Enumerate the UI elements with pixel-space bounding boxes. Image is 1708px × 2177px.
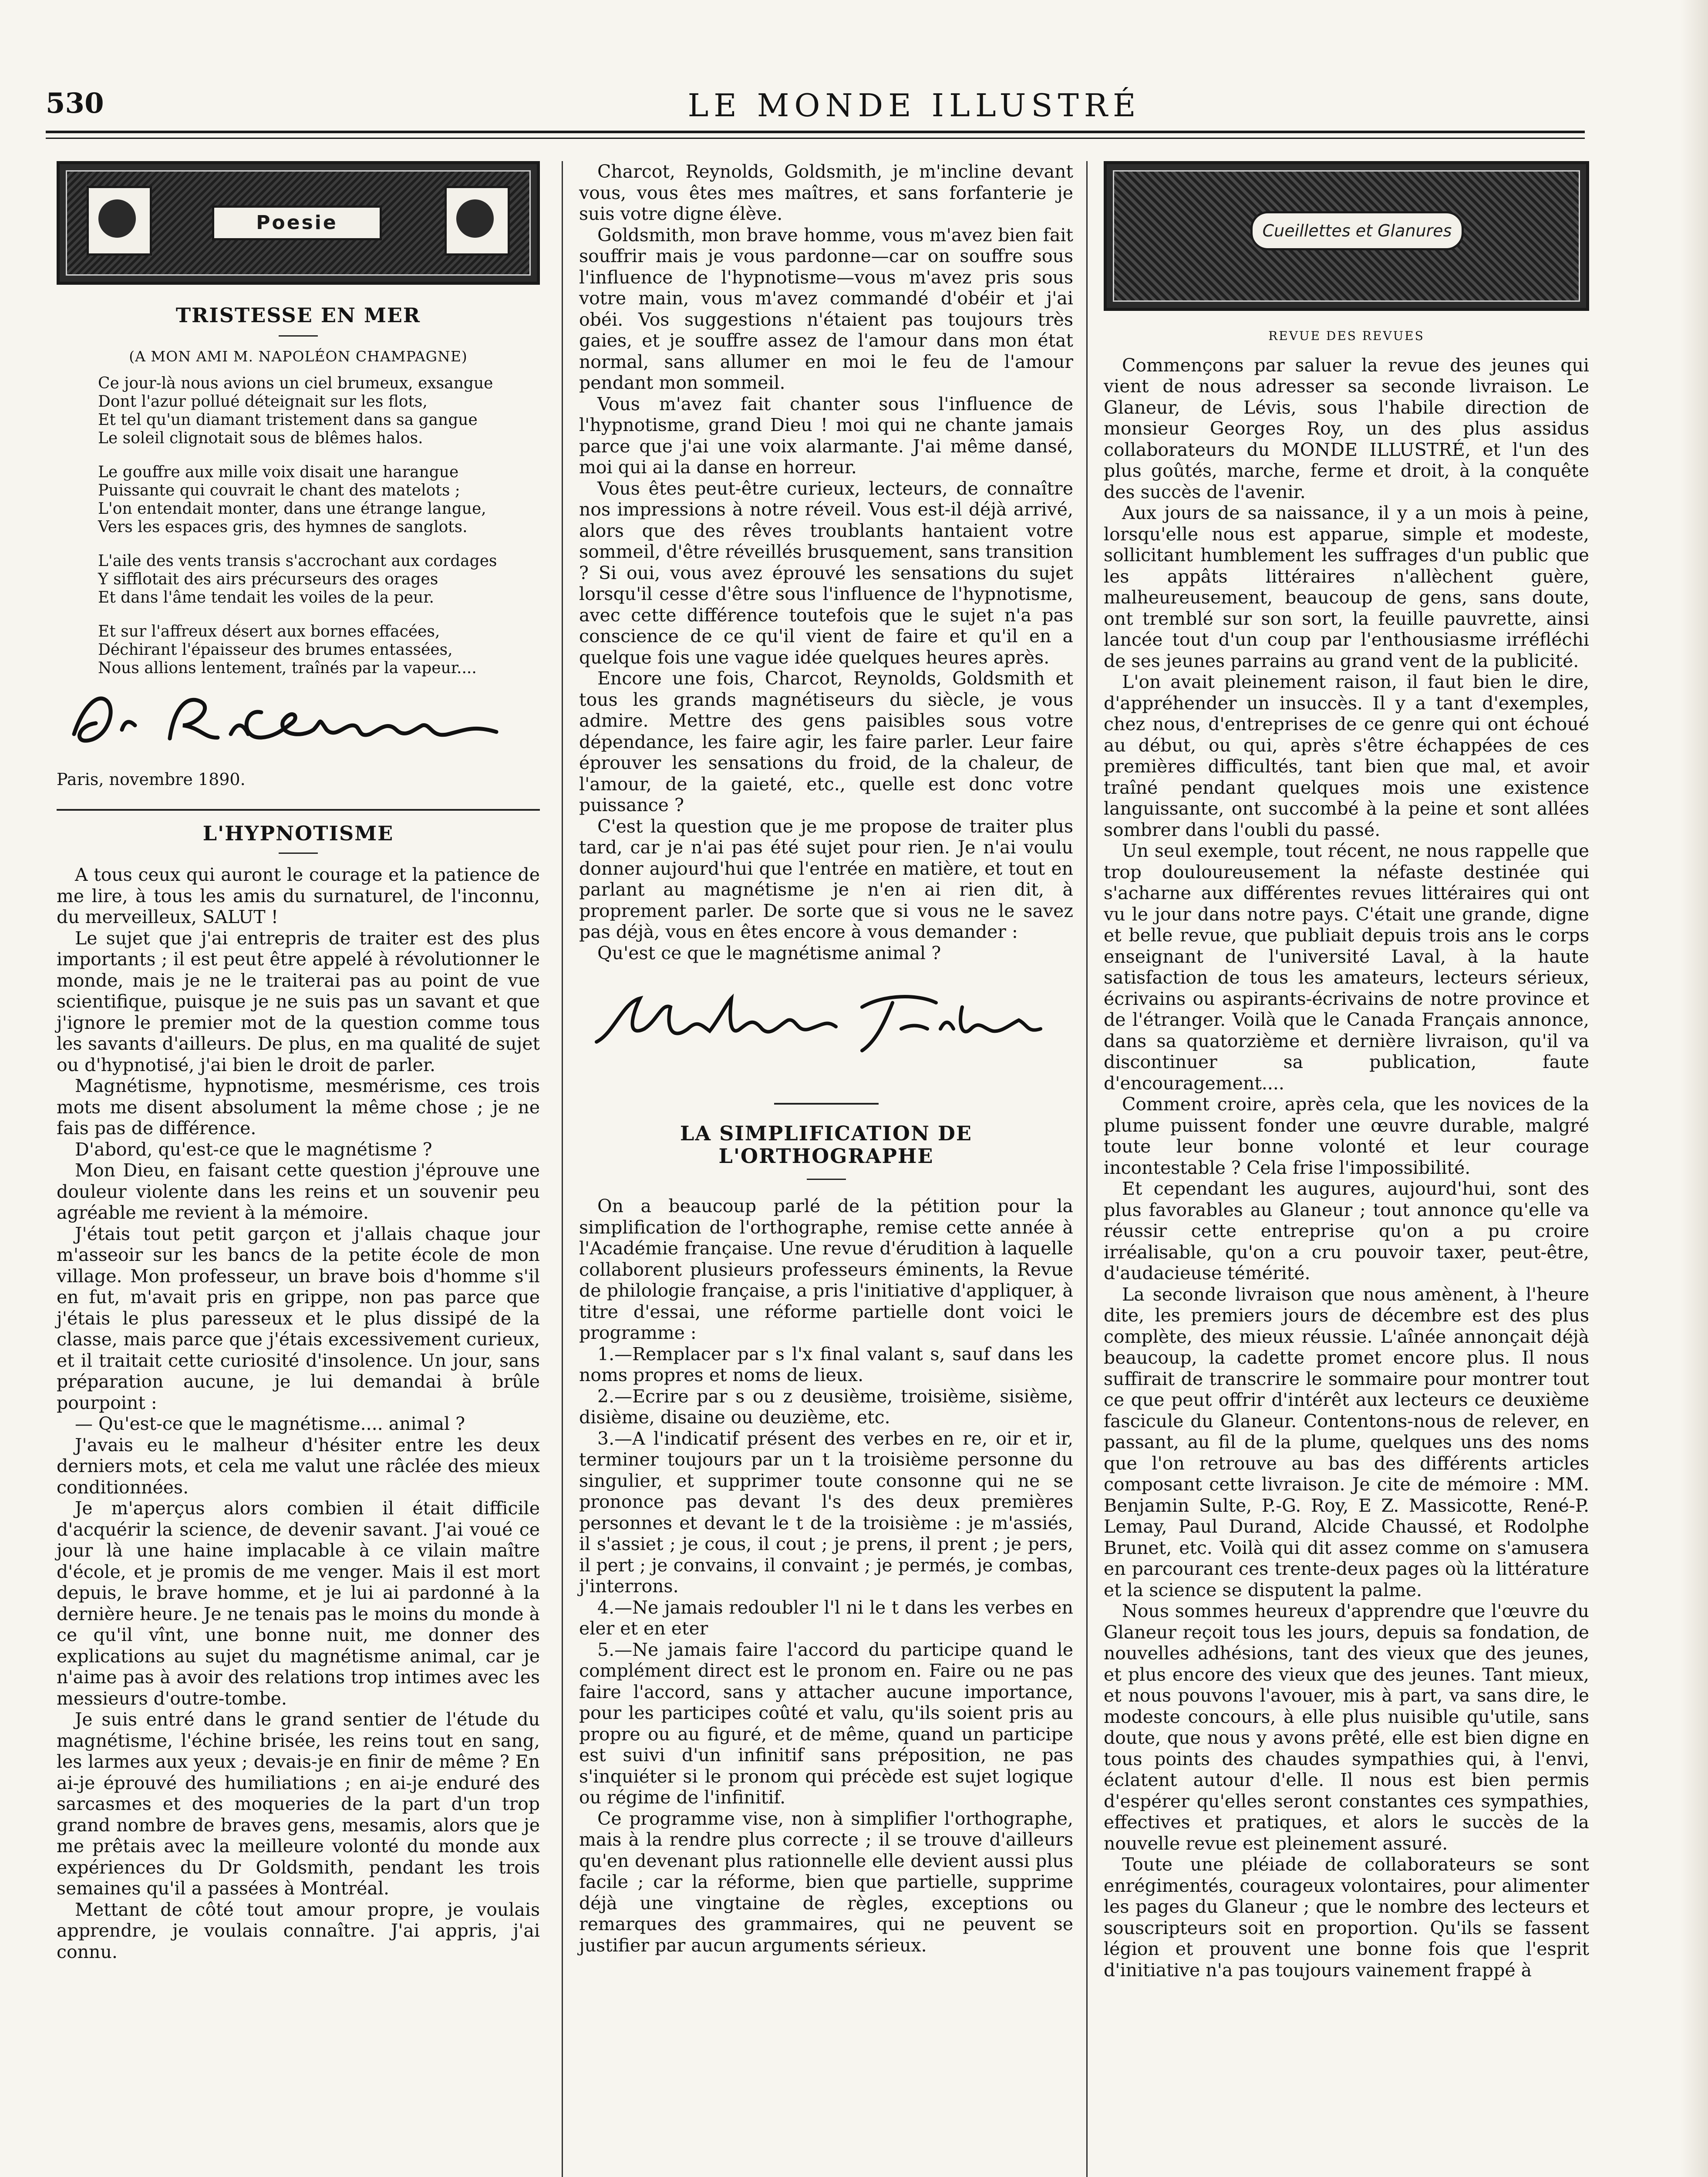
header-rule-bottom — [46, 138, 1585, 139]
signature-chevrier — [57, 682, 536, 756]
article-paragraph: Encore une fois, Charcot, Reynolds, Goldsmith et tous les grands magnétiseurs du siècle, je vous admire. Mettre des gens paisibles sous votre dépendance, les faire agir, les faire parler. Leur faire éprouver les sensations du froid, de la chaleur, de l'amour, de la gaieté, etc., quelle est donc votre puissance ? — [579, 668, 1073, 816]
verse-line: Et tel qu'un diamant tristement dans sa gangue — [98, 411, 478, 429]
section-title-hypnotisme: L'HYPNOTISME — [202, 822, 394, 845]
stanza — [98, 463, 540, 536]
article-paragraph: Mettant de côté tout amour propre, je voulais apprendre, je voulais connaître. J'ai appris, j'ai connu. — [57, 1899, 540, 1962]
reform-rules-list — [579, 1344, 1073, 1808]
reform-rule: 3.—A l'indicatif présent des verbes en re, oir et ir, terminer toujours par un t la troisième personne du singulier, et supprimer toute consonne qui ne se prononce pas devant l's des deux premières personnes et devant le t de la troisième : je m'assiés, il s'assiet ; je cous, il cout ; je prens, il prent ; je pers, il pert ; je convains, il convaint ; je permés, je combas, j'interrons. — [579, 1428, 1073, 1597]
reform-rule: 1.—Remplacer par s l'x final valant s, sauf dans les noms propres et noms de lieux. — [579, 1343, 1073, 1385]
page-number: 530 — [46, 87, 104, 120]
verse-line: Et sur l'affreux désert aux bornes effacées, — [98, 622, 440, 640]
article-paragraph: Magnétisme, hypnotisme, mesmérisme, ces trois mots me disent absolument la même chose ; je ne fais pas de différence. — [57, 1075, 540, 1139]
article-paragraph: L'on avait pleinement raison, il faut bien le dire, d'appréhender un insuccès. Il y a tant d'exemples, chez nous, d'entreprises de ce genre qui ont échoué au début, ou qui, après s'être échappées de ces premières difficultés, tant bien que mal, et avoir traîné pendant quelques mois une existence languissante, ont succombé à la peine et sont allées sombrer dans l'oubli du passé. — [1104, 671, 1589, 840]
article-paragraph: Comment croire, après cela, que les novices de la plume puissent fonder une œuvre durable, malgré toute leur bonne volonté et leur courage incontestable ? Cela frise l'impossibilité. — [1104, 1094, 1589, 1178]
verse-line: Déchirant l'épaisseur des brumes entassées, — [98, 640, 453, 659]
article-paragraph: Et cependant les augures, aujourd'hui, sont des plus favorables au Glaneur ; tout annonce qu'elle va réussir cette entreprise qu'on a pu croire irréalisable, qu'on a cru pouvoir taxer, peut-être, d'audacieuse témérité. — [1104, 1178, 1589, 1284]
cueillettes-banner — [1104, 161, 1589, 311]
masthead: LE MONDE ILLUSTRÉ — [687, 87, 1141, 124]
article-paragraph: Je suis entré dans le grand sentier de l'étude du magnétisme, l'échine brisée, les reins tout en sang, les larmes aux yeux ; devais-je en finir de même ? En ai-je éprouvé des humiliations ; en ai-je enduré des sarcasmes et des moqueries de la part d'un trop grand nombre de braves gens, mesamis, alors que je me prêtais avec la meilleure volonté du monde aux expériences du Dr Goldsmith, pendant les trois semaines qu'il a passées à Montréal. — [57, 1709, 540, 1899]
section-divider — [57, 809, 540, 811]
column-2 — [579, 161, 1073, 1956]
article-paragraph: A tous ceux qui auront le courage et la patience de me lire, à tous les amis du surnaturel, de l'inconnu, du merveilleux, SALUT ! — [57, 864, 540, 927]
article-paragraph: D'abord, qu'est-ce que le magnétisme ? — [75, 1139, 432, 1160]
column-separator — [1086, 161, 1088, 2177]
stanza — [98, 623, 540, 677]
verse-line: Vers les espaces gris, des hymnes de sanglots. — [98, 518, 468, 536]
reform-rule: 2.—Ecrire par s ou z deusième, troisième, sisième, disième, disaine ou deuzième, etc. — [579, 1385, 1073, 1428]
medallion-left-icon — [87, 186, 152, 256]
article-paragraph: Mon Dieu, en faisant cette question j'éprouve une douleur violente dans les reins et un souvenir peu agréable me revient à la mémoire. — [57, 1160, 540, 1223]
section-title-orthographe: LA SIMPLIFICATION DE L'ORTHOGRAPHE — [680, 1122, 972, 1168]
stanza — [98, 374, 540, 448]
divider — [807, 1179, 846, 1180]
poem-title: TRISTESSE EN MER — [175, 303, 421, 327]
header-rule-top — [46, 131, 1585, 133]
article-paragraph: Goldsmith, mon brave homme, vous m'avez bien fait souffrir mais je vous pardonne—car on souffre sous l'influence de l'hypnotisme—vous m'avez pris sous votre main, vous m'avez commandé d'obéir et j'ai obéi. Vos suggestions n'étaient pas toujours très gaies, et je souffre assez de l'amour dans mon état normal, sans allumer en moi le feu de l'amour pendant mon sommeil. — [579, 224, 1073, 393]
divider — [279, 335, 318, 337]
medallion-right-icon — [445, 186, 510, 256]
column-separator — [562, 161, 563, 2177]
poem-dedication: (A MON AMI M. NAPOLÉON CHAMPAGNE) — [129, 348, 468, 365]
poem — [98, 374, 540, 677]
article-paragraph: Un seul exemple, tout récent, ne nous rappelle que trop douloureusement la néfaste destinée qui s'acharne aux différentes revues littéraires qui ont vu le jour dans notre pays. C'était une grande, digne et belle revue, que publiait depuis trois ans le corps enseignant de l'université Laval, à la haute satisfaction de tous les amateurs, lecteurs sérieux, écrivains ou aspirants-écrivains de notre province et de l'étranger. Voilà que le Canada Français annonce, dans sa quatorzième et dernière livraison, qu'il va discontinuer sa publication, faute d'encouragement.... — [1104, 840, 1589, 1094]
article-paragraph: Vous m'avez fait chanter sous l'influence de l'hypnotisme, grand Dieu ! moi qui ne chante jamais parce que j'ai une voix alarmante. J'ai même dansé, moi qui ai la danse en horreur. — [579, 393, 1073, 478]
section-title-revue: REVUE DES REVUES — [1268, 329, 1425, 343]
column-1 — [57, 161, 540, 1962]
reform-rule: 5.—Ne jamais faire l'accord du participe quand le complément direct est le pronom en. Faire ou ne pas faire l'accord, sans y attacher aucune importance, pour les participes coûté et valu, qu'ils soient pris au propre ou au figuré, et de même, quand un participe est suivi d'un infinitif sans préposition, ne pas s'inquiéter si le pronom qui précède est sujet logique ou régime de l'infinitif. — [579, 1639, 1073, 1808]
article-paragraph: J'étais tout petit garçon et j'allais chaque jour m'asseoir sur les bancs de la petite école de mon village. Mon professeur, un brave bois d'homme s'il en fut, m'avait pris en grippe, non pas parce que j'étais le plus paresseux et le plus dissipé de la classe, mais parce que j'étais excessivement curieux, et il traitait cette curiosité d'insolence. Un jour, sans préparation aucune, je lui demandai à brûle pourpoint : — [57, 1223, 540, 1413]
poesie-banner — [57, 161, 540, 285]
verse-line: Nous allions lentement, traînés par la vapeur.... — [98, 659, 477, 677]
verse-line: Y sifflotait des airs précurseurs des orages — [98, 570, 438, 588]
verse-line: Puissante qui couvrait le chant des matelots ; — [98, 481, 460, 499]
column-3 — [1104, 161, 1589, 1981]
verse-line: Ce jour-là nous avions un ciel brumeux, exsangue — [98, 374, 493, 392]
article-paragraph: C'est la question que je me propose de traiter plus tard, car je n'ai pas été sujet pour rien. Je n'ai voulu donner aujourd'hui que l'entrée en matière, et tout en parlant au magnétisme je n'en ai rien dit, à proprement parler. De sorte que si vous ne le savez pas déjà, vous en êtes encore à vous demander : — [579, 816, 1073, 942]
divider — [279, 853, 318, 854]
article-paragraph: Vous êtes peut-être curieux, lecteurs, de connaître nos impressions à notre réveil. Vous est-il déjà arrivé, alors que des rêves troublants hantaient votre sommeil, d'être réveillés brusquement, sans transition ? Si oui, vous avez éprouvé les sensations du sujet lorsqu'il cesse d'être sous l'influence de l'hypnotisme, avec cette différence toutefois que le sujet n'a pas conscience de ce qu'il vient de faire et qu'il en a quelque fois une vague idée quelques heures après. — [579, 478, 1073, 668]
article-paragraph: Aux jours de sa naissance, il y a un mois à peine, lorsqu'elle nous est apparue, simple et modeste, sollicitant humblement les suffrages d'un public que les appâts littéraires n'allèchent guère, malheureusement, beaucoup de gens, sans doute, ont tremblé sur son sort, la feuille pauvrette, ainsi lancée tout d'un coup par l'enthousiasme irréfléchi de ses jeunes parrains au grand vent de la publicité. — [1104, 502, 1589, 671]
poesie-label: Poesie — [212, 206, 382, 240]
verse-line: L'on entendait monter, dans une étrange langue, — [98, 499, 486, 518]
section-divider — [774, 1103, 879, 1105]
article-paragraph: J'avais eu le malheur d'hésiter entre les deux derniers mots, et cela me valut une râclée des mieux conditionnées. — [57, 1434, 540, 1498]
verse-line: Le gouffre aux mille voix disait une harangue — [98, 463, 459, 481]
article-paragraph: — Qu'est-ce que le magnétisme.... animal ? — [75, 1413, 465, 1434]
article-paragraph: Nous sommes heureux d'apprendre que l'œuvre du Glaneur reçoit tous les jours, depuis sa fondation, de nouvelles adhésions, tant des vieux que des jeunes, et plus encore des vieux que des jeunes. Tant mieux, et nous pouvons l'avouer, mis à part, va sans dire, le modeste concours, à elle plus nuisible qu'utile, sans doute, que nous y avons prêté, elle est bien digne en tous points des chaudes sympathies qui, à l'envi, éclatent autour d'elle. Il nous est bien permis d'espérer qu'elles seront constantes ces sympathies, effectives et pratiques, et alors le succès de la nouvelle revue est pleinement assuré. — [1104, 1601, 1589, 1854]
verse-line: Dont l'azur pollué déteignait sur les flots, — [98, 392, 428, 411]
cueillettes-label: Cueillettes et Glanures — [1250, 211, 1464, 250]
article-paragraph: On a beaucoup parlé de la pétition pour la simplification de l'orthographe, remise cette année à l'Académie française. Une revue d'érudition à laquelle collaborent plusieurs professeurs éminents, la Revue de philologie française, a pris l'initiative d'appliquer, à titre d'essai, une réforme partielle dont voici le programme : — [579, 1196, 1073, 1343]
reform-rule: 4.—Ne jamais redoubler l'l ni le t dans les verbes en eler et en eter — [579, 1597, 1073, 1639]
article-paragraph: Ce programme vise, non à simplifier l'orthographe, mais à la rendre plus correcte ; il se trouve d'ailleurs qu'en devenant plus rationnelle elle devient aussi plus facile ; car la réforme, bien que partielle, supprime déjà une vingtaine de règles, exceptions ou remarques des grammaires, qui ne peuvent se justifier par aucun arguments sérieux. — [579, 1808, 1073, 1956]
article-paragraph: Toute une pléiade de collaborateurs se sont enrégimentés, courageux volontaires, pour alimenter les pages du Glaneur ; que le nombre des lecteurs et souscripteurs soit en proportion. Qu'ils se fassent légion et prouvent une bonne fois que l'esprit d'initiative n'a pas toujours vainement frappé à — [1104, 1854, 1589, 1981]
poem-dateline: Paris, novembre 1890. — [57, 769, 246, 789]
article-paragraph: Qu'est ce que le magnétisme animal ? — [597, 942, 941, 964]
article-paragraph: La seconde livraison que nous amènent, à l'heure dite, les premiers jours de décembre est des plus complète, des mieux réussie. L'aînée annonçait déjà beaucoup, la cadette promet encore plus. Il nous suffirait de transcrire le sommaire pour montrer tout ce que peut offrir d'intérêt aux lecteurs ce deuxième fascicule du Glaneur. Contentons-nous de relever, en passant, au fil de la plume, quelques uns des noms que l'on retrouve au bas des différents articles composant cette livraison. Je cite de mémoire : MM. Benjamin Sulte, P.-G. Roy, E Z. Massicotte, René-P. Lemay, Paul Durand, Alcide Chaussé, et Rodolphe Brunet, etc. Voilà qui dit assez comme on s'amusera en parcourant ces trente-deux pages où la littérature et la science se disputent la palme. — [1104, 1284, 1589, 1601]
stanza — [98, 552, 540, 607]
signature-filion — [579, 977, 1058, 1072]
verse-line: Le soleil clignotait sous de blêmes halos. — [98, 429, 423, 447]
page-edge — [1681, 0, 1708, 2177]
article-paragraph: Charcot, Reynolds, Goldsmith, je m'incline devant vous, vous êtes mes maîtres, et sans forfanterie je suis votre digne élève. — [579, 161, 1073, 224]
article-paragraph: Le sujet que j'ai entrepris de traiter est des plus importants ; il est peut être appelé à révolutionner le monde, mais je ne le traiterai pas au point de vue scientifique, puisque je ne suis pas un savant et que j'ignore le premier mot de la question comme tous les savants d'ailleurs. De plus, en ma qualité de sujet ou d'hypnotisé, j'ai bien le droit de parler. — [57, 927, 540, 1075]
article-paragraph: Je m'aperçus alors combien il était difficile d'acquérir la science, de devenir savant. J'ai voué ce jour là une haine implacable à ce vilain maître d'école, et je promis de me venger. Mais il est mort depuis, le brave homme, et je lui ai pardonné à la dernière heure. Je ne tenais pas le moins du monde à ce qu'il vînt, une bonne nuit, me donner des explications au sujet du magnétisme animal, car je n'aime pas à avoir des relations trop intimes avec les messieurs d'outre-tombe. — [57, 1498, 540, 1709]
verse-line: L'aile des vents transis s'accrochant aux cordages — [98, 552, 497, 570]
article-paragraph: Commençons par saluer la revue des jeunes qui vient de nous adresser sa seconde livraison. Le Glaneur, de Lévis, sous l'habile direction de monsieur Georges Roy, un des plus assidus collaborateurs du MONDE ILLUSTRÉ, et l'un des plus goûtés, marche, ferme et droit, à la conquête des succès de l'avenir. — [1104, 354, 1589, 502]
verse-line: Et dans l'âme tendait les voiles de la peur. — [98, 588, 434, 607]
